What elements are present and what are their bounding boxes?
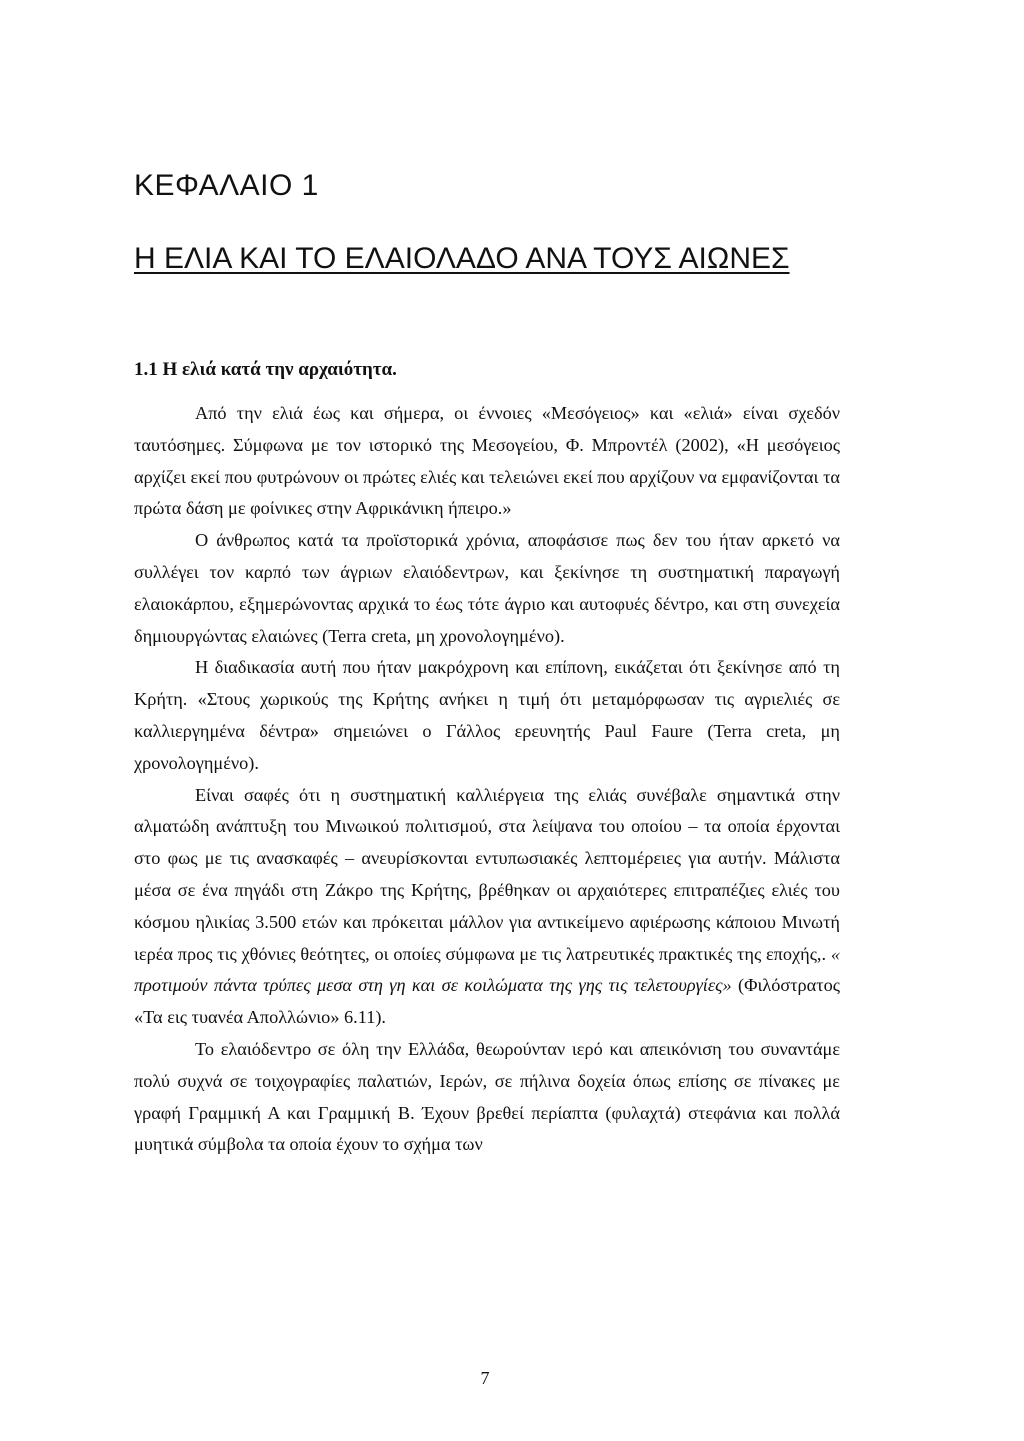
paragraph-3: Η διαδικασία αυτή που ήταν μακρόχρονη και επίπονη, εικάζεται ότι ξεκίνησε από τη Κρήτη. «Στους χωρικούς της Κρήτης ανήκει η τιμή ότι μεταμόρφωσαν τις αγριελιές σε καλλιεργημένα δέντρα» σημειώνει ο Γάλλος ερευνητής Paul Faure (Terra creta, μη χρονολογημένο). xyxy=(134,657,840,773)
paragraph-4 xyxy=(134,780,840,1034)
page-number: 7 xyxy=(480,1368,490,1388)
chapter-title: Η ΕΛΙΑ ΚΑΙ ΤΟ ΕΛΑΙΟΛΑΔΟ ΑΝΑ ΤΟΥΣ ΑΙΩΝΕΣ xyxy=(134,242,790,275)
paragraph-4-end: (Φιλόστρατος «Τα εις τυανέα Απολλώνιο» 6.11). xyxy=(134,975,840,1028)
body-text xyxy=(134,398,840,1161)
paragraph-4-start: Είναι σαφές ότι η συστηματική καλλιέργεια της ελιάς συνέβαλε σημαντικά στην αλματώδη ανάπτυξη του Μινωικού πολιτισμού, στα λείψανα του οποίου – τα οποία έρχονται στο φως με τις ανασκαφές – ανευρίσκονται εντυπωσιακές λεπτομέρειες για αυτήν. Μάλιστα μέσα σε ένα πηγάδι στη Ζάκρο της Κρήτης, βρέθηκαν οι αρχαιότερες επιτραπέζιες ελιές του κόσμου ηλικίας 3.500 ετών και πρόκειται μάλλον για αντικείμενο αφιέρωσης κάποιου Μινωτή ιερέα προς τις χθόνιες θεότητες, οι οποίες σύμφωνα με τις λατρευτικές πρακτικές της εποχής,. xyxy=(134,784,840,964)
paragraph-1: Από την ελιά έως και σήμερα, οι έννοιες «Μεσόγειος» και «ελιά» είναι σχεδόν ταυτόσημες. Σύμφωνα με τον ιστορικό της Μεσογείου, Φ. Μπροντέλ (2002), «Η μεσόγειος αρχίζει εκεί που φυτρώνουν οι πρώτες ελιές και τελειώνει εκεί που αρχίζουν να εμφανίζονται τα πρώτα δάση με φοίνικες στην Αφρικάνικη ήπειρο.» xyxy=(134,403,840,519)
paragraph-2: Ο άνθρωπος κατά τα προϊστορικά χρόνια, αποφάσισε πως δεν του ήταν αρκετό να συλλέγει τον καρπό των άγριων ελαιόδεντρων, και ξεκίνησε τη συστηματική παραγωγή ελαιοκάρπου, εξημερώνοντας αρχικά το έως τότε άγριο και αυτοφυές δέντρο, και στη συνεχεία δημιουργώντας ελαιώνες (Terra creta, μη χρονολογημένο). xyxy=(134,530,840,646)
paragraph-4-quote: « προτιμούν πάντα τρύπες μεσα στη γη και σε κοιλώματα της γης τις τελετουργίες» xyxy=(134,943,840,996)
section-heading: 1.1 Η ελιά κατά την αρχαιότητα. xyxy=(134,359,397,380)
paragraph-5: Το ελαιόδεντρο σε όλη την Ελλάδα, θεωρούνταν ιερό και απεικόνιση του συναντάμε πολύ συχνά σε τοιχογραφίες παλατιών, Ιερών, σε πήλινα δοχεία όπως επίσης σε πίνακες με γραφή Γραμμική Α και Γραμμική Β. Έχουν βρεθεί περίαπτα (φυλαχτά) στεφάνια και πολλά μυητικά σύμβολα τα οποία έχουν το σχήμα των xyxy=(134,1038,840,1155)
chapter-label: ΚΕΦΑΛΑΙΟ 1 xyxy=(134,169,319,202)
